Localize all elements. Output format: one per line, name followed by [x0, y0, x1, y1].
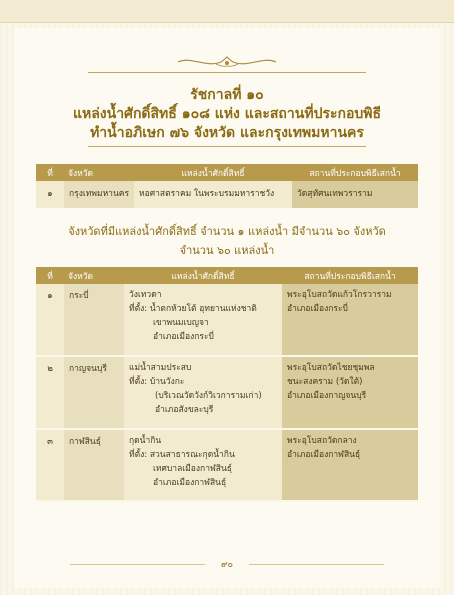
row-place — [282, 356, 418, 429]
row-place — [282, 429, 418, 501]
row-place: วัดสุทัศนเทพวราราม — [292, 181, 418, 208]
header-num: ที่ — [36, 267, 64, 284]
section-subheading-2: จำนวน ๖๐ แหล่งน้ำ — [179, 244, 275, 257]
source-name: แม่น้ำสามประสบ — [129, 363, 192, 373]
title-rule-bottom — [88, 146, 366, 147]
source-district: อำเภอเมืองกาฬสินธุ์ — [153, 478, 227, 488]
source-location: ที่ตั้ง: บ้านวังกะ — [129, 377, 185, 387]
place-name-cont: ชนะสงคราม (วัดใต้) — [287, 377, 363, 387]
section-subheading-1: จังหวัดที่มีแหล่งน้ำศักดิ์สิทธิ์ จำนวน ๑ แหล่งน้ำ มีจำนวน ๖๐ จังหวัด — [68, 225, 386, 238]
header-province: จังหวัด — [64, 164, 134, 181]
place-district: อำเภอเมืองกระบี่ — [287, 304, 348, 314]
table-row — [36, 181, 418, 208]
source-name: วังเทวดา — [129, 290, 162, 300]
header-num: ที่ — [36, 164, 64, 181]
header-province: จังหวัด — [64, 267, 124, 284]
source-district: อำเภอสังขละบุรี — [155, 405, 214, 415]
place-name: พระอุโบสถวัดกลาง — [287, 436, 357, 446]
table-row — [36, 284, 418, 356]
source-location-cont: เทศบาลเมืองกาฬสินธุ์ — [153, 464, 232, 474]
place-district: อำเภอเมืองกาญจนบุรี — [287, 391, 367, 401]
row-num: ๒ — [36, 356, 64, 429]
place-district: อำเภอเมืองกาฬสินธุ์ — [287, 450, 361, 460]
source-location-cont: เขาพนมเบญจา — [153, 318, 209, 328]
row-province: กาฬสินธุ์ — [64, 429, 124, 501]
source-location-cont: (บริเวณวัดวังก์วิเวการามเก่า) — [155, 391, 262, 401]
title-rule-top — [88, 72, 366, 73]
table-row — [36, 356, 418, 429]
row-province: กระบี่ — [64, 284, 124, 356]
provinces-table — [36, 267, 418, 502]
source-name: กุดน้ำกิน — [129, 436, 162, 446]
top-decorative-border — [0, 0, 454, 23]
source-location: ที่ตั้ง: น้ำตกห้วยโต้ อุทยานแห่งชาติ — [129, 304, 257, 314]
table-header-row — [36, 164, 418, 181]
row-source — [124, 284, 282, 356]
row-province: กาญจนบุรี — [64, 356, 124, 429]
page-number — [0, 557, 454, 571]
row-place — [282, 284, 418, 356]
table-header-row — [36, 267, 418, 284]
place-name: พระอุโบสถวัดแก้วโกรวาราม — [287, 290, 392, 300]
source-location: ที่ตั้ง: สวนสาธารณะกุดน้ำกิน — [129, 450, 235, 460]
row-num: ๑ — [36, 181, 64, 208]
row-province: กรุงเทพมหานคร — [64, 181, 134, 208]
table-row — [36, 429, 418, 501]
row-num: ๑ — [36, 284, 64, 356]
place-name: พระอุโบสถวัดไชยชุมพล — [287, 363, 375, 373]
row-num: ๓ — [36, 429, 64, 501]
title-line-2: แหล่งน้ำศักดิ์สิทธิ์ ๑๐๘ แห่ง และสถานที่ประกอบพิธี — [72, 106, 382, 122]
flourish-ornament-icon — [176, 55, 278, 69]
header-source: แหล่งน้ำศักดิ์สิทธิ์ — [124, 267, 282, 284]
source-district: อำเภอเมืองกระบี่ — [153, 332, 214, 342]
header-place: สถานที่ประกอบพิธีเสกน้ำ — [282, 267, 418, 284]
row-source: หอศาสตราคม ในพระบรมมหาราชวัง — [134, 181, 292, 208]
header-place: สถานที่ประกอบพิธีเสกน้ำ — [292, 164, 418, 181]
title-line-3: ทำน้ำอภิเษก ๗๖ จังหวัด และกรุงเทพมหานคร — [90, 125, 364, 141]
header-source: แหล่งน้ำศักดิ์สิทธิ์ — [134, 164, 292, 181]
chapter-title: รัชกาลที่ ๑๐ — [190, 87, 264, 103]
row-source — [124, 356, 282, 429]
page-number-text: ๙๐ — [205, 560, 249, 570]
row-source — [124, 429, 282, 501]
bangkok-table — [36, 164, 418, 208]
